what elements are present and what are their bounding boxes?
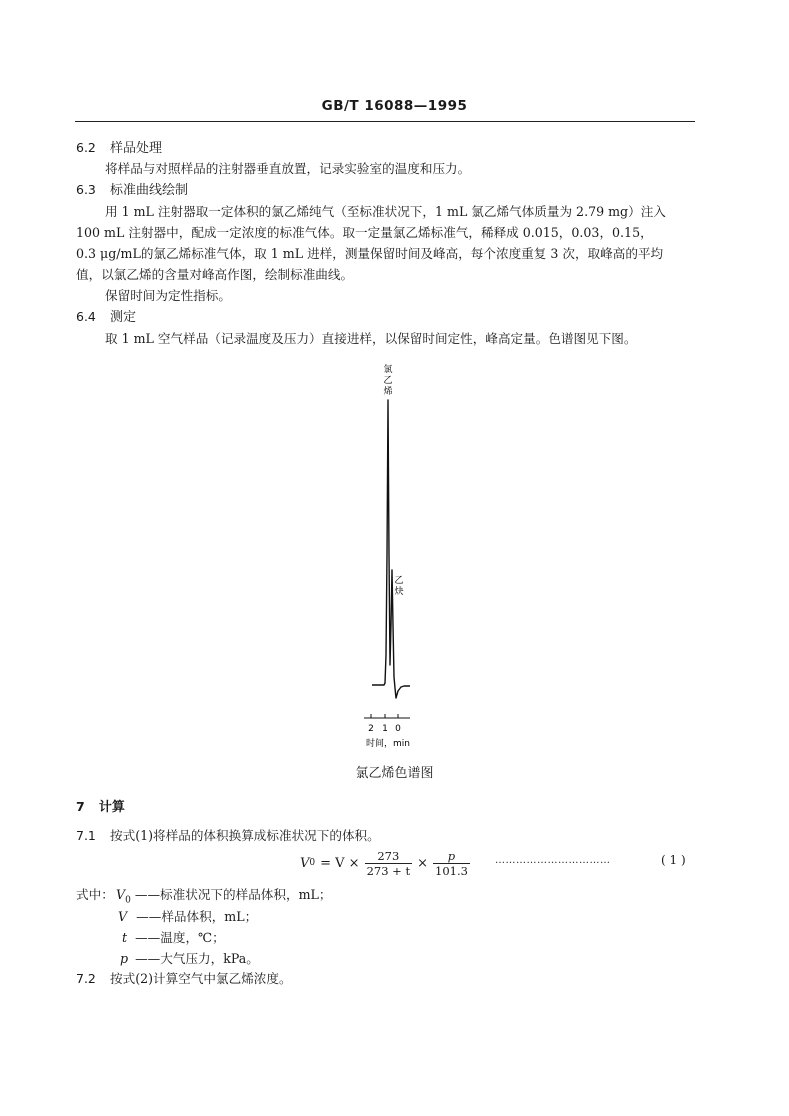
definition-row <box>116 884 331 906</box>
fraction-denominator: 101.3 <box>435 863 468 878</box>
where-label: 式中： <box>76 887 114 902</box>
definition-symbol-subscript: 0 <box>125 895 131 906</box>
section-6-3-line-2: 100 mL 注射器中，配成一定浓度的标准气体。取一定量氯乙烯标准气，稀释成 0.015，0.03，0.15， <box>76 225 653 240</box>
definition-row <box>122 927 225 946</box>
formula-number: ( 1 ) <box>661 853 686 867</box>
definition-symbol: t <box>122 930 128 945</box>
section-6-2-heading <box>76 137 162 156</box>
fraction-numerator: 273 <box>365 849 413 864</box>
formula-lhs-subscript: 0 <box>309 858 316 868</box>
standard-code-header: GB/T 16088—1995 <box>321 98 468 114</box>
formula-times: × <box>417 855 429 871</box>
section-6-3-line-4: 值，以氯乙烯的含量对峰高作图，绘制标准曲线。 <box>76 267 354 282</box>
time-axis-title: 时间，min <box>366 739 410 749</box>
section-6-3-heading <box>76 179 188 198</box>
section-6-2-body: 将样品与对照样品的注射器垂直放置，记录实验室的温度和压力。 <box>105 161 471 176</box>
section-title: 计算 <box>98 800 125 815</box>
section-7-heading <box>76 796 125 815</box>
section-title: 标准曲线绘制 <box>110 183 189 198</box>
section-7-1-body: 按式(1)将样品的体积换算成标准状况下的体积。 <box>110 828 380 843</box>
formula-fraction-temperature <box>365 849 413 878</box>
section-7-2-body: 按式(2)计算空气中氯乙烯浓度。 <box>110 971 292 986</box>
peak1-label-char: 烯 <box>383 387 393 397</box>
fraction-numerator: p <box>433 849 470 864</box>
formula-lhs: V <box>300 855 310 871</box>
definition-row <box>120 948 259 967</box>
section-number: 7.1 <box>76 828 96 843</box>
section-number: 6.4 <box>76 309 96 324</box>
chromatogram-figure <box>340 355 450 755</box>
definition-row <box>118 906 257 925</box>
definition-text: ——样品体积，mL； <box>136 909 258 924</box>
fraction-denominator: 273 + t <box>366 863 411 878</box>
definition-text: ——温度，℃； <box>135 930 225 945</box>
section-7-1-line <box>76 825 380 844</box>
formula-eq-part: = V × <box>320 855 360 871</box>
section-6-4-body: 取 1 mL 空气样品（记录温度及压力）直接进样，以保留时间定性，峰高定量。色谱图见下图。 <box>105 331 637 346</box>
definition-symbol: V <box>116 887 126 902</box>
definition-symbol: V <box>118 909 128 924</box>
peak1-label-char: 乙 <box>383 376 393 386</box>
chromatogram-trace <box>372 400 410 698</box>
section-title: 样品处理 <box>110 141 163 156</box>
peak2-label-char: 炔 <box>394 587 404 597</box>
section-number: 7.2 <box>76 971 96 986</box>
figure-caption: 氯乙烯色谱图 <box>355 766 434 781</box>
formula-1 <box>300 845 470 881</box>
peak1-label-char: 氯 <box>383 365 393 375</box>
section-number: 7 <box>76 799 85 814</box>
section-6-3-line-3: 0.3 μg/mL的氯乙烯标准气体，取 1 mL 进样，测量保留时间及峰高，每个浓度重复 3 次，取峰高的平均 <box>76 246 664 261</box>
time-tick-label: 0 <box>395 724 401 734</box>
section-6-3-line-5: 保留时间为定性指标。 <box>105 288 231 303</box>
time-tick-label: 2 <box>368 724 374 734</box>
definition-text: ——标准状况下的样品体积，mL； <box>134 887 332 902</box>
definition-symbol: p <box>120 951 129 966</box>
time-tick-label: 1 <box>382 724 388 734</box>
section-number: 6.3 <box>76 182 96 197</box>
formula-leader-dots: …………………………… <box>495 855 611 866</box>
section-title: 测定 <box>110 310 137 325</box>
section-6-3-line-1: 用 1 mL 注射器取一定体积的氯乙烯纯气（至标准状况下，1 mL 氯乙烯气体质量为 2.79 mg）注入 <box>105 204 666 219</box>
formula-fraction-pressure <box>433 849 470 878</box>
peak2-label-char: 乙 <box>394 576 404 586</box>
section-number: 6.2 <box>76 140 96 155</box>
section-6-4-heading <box>76 306 136 325</box>
section-7-2-line <box>76 968 292 987</box>
definition-text: ——大气压力，kPa。 <box>135 951 259 966</box>
header-rule <box>75 121 695 122</box>
